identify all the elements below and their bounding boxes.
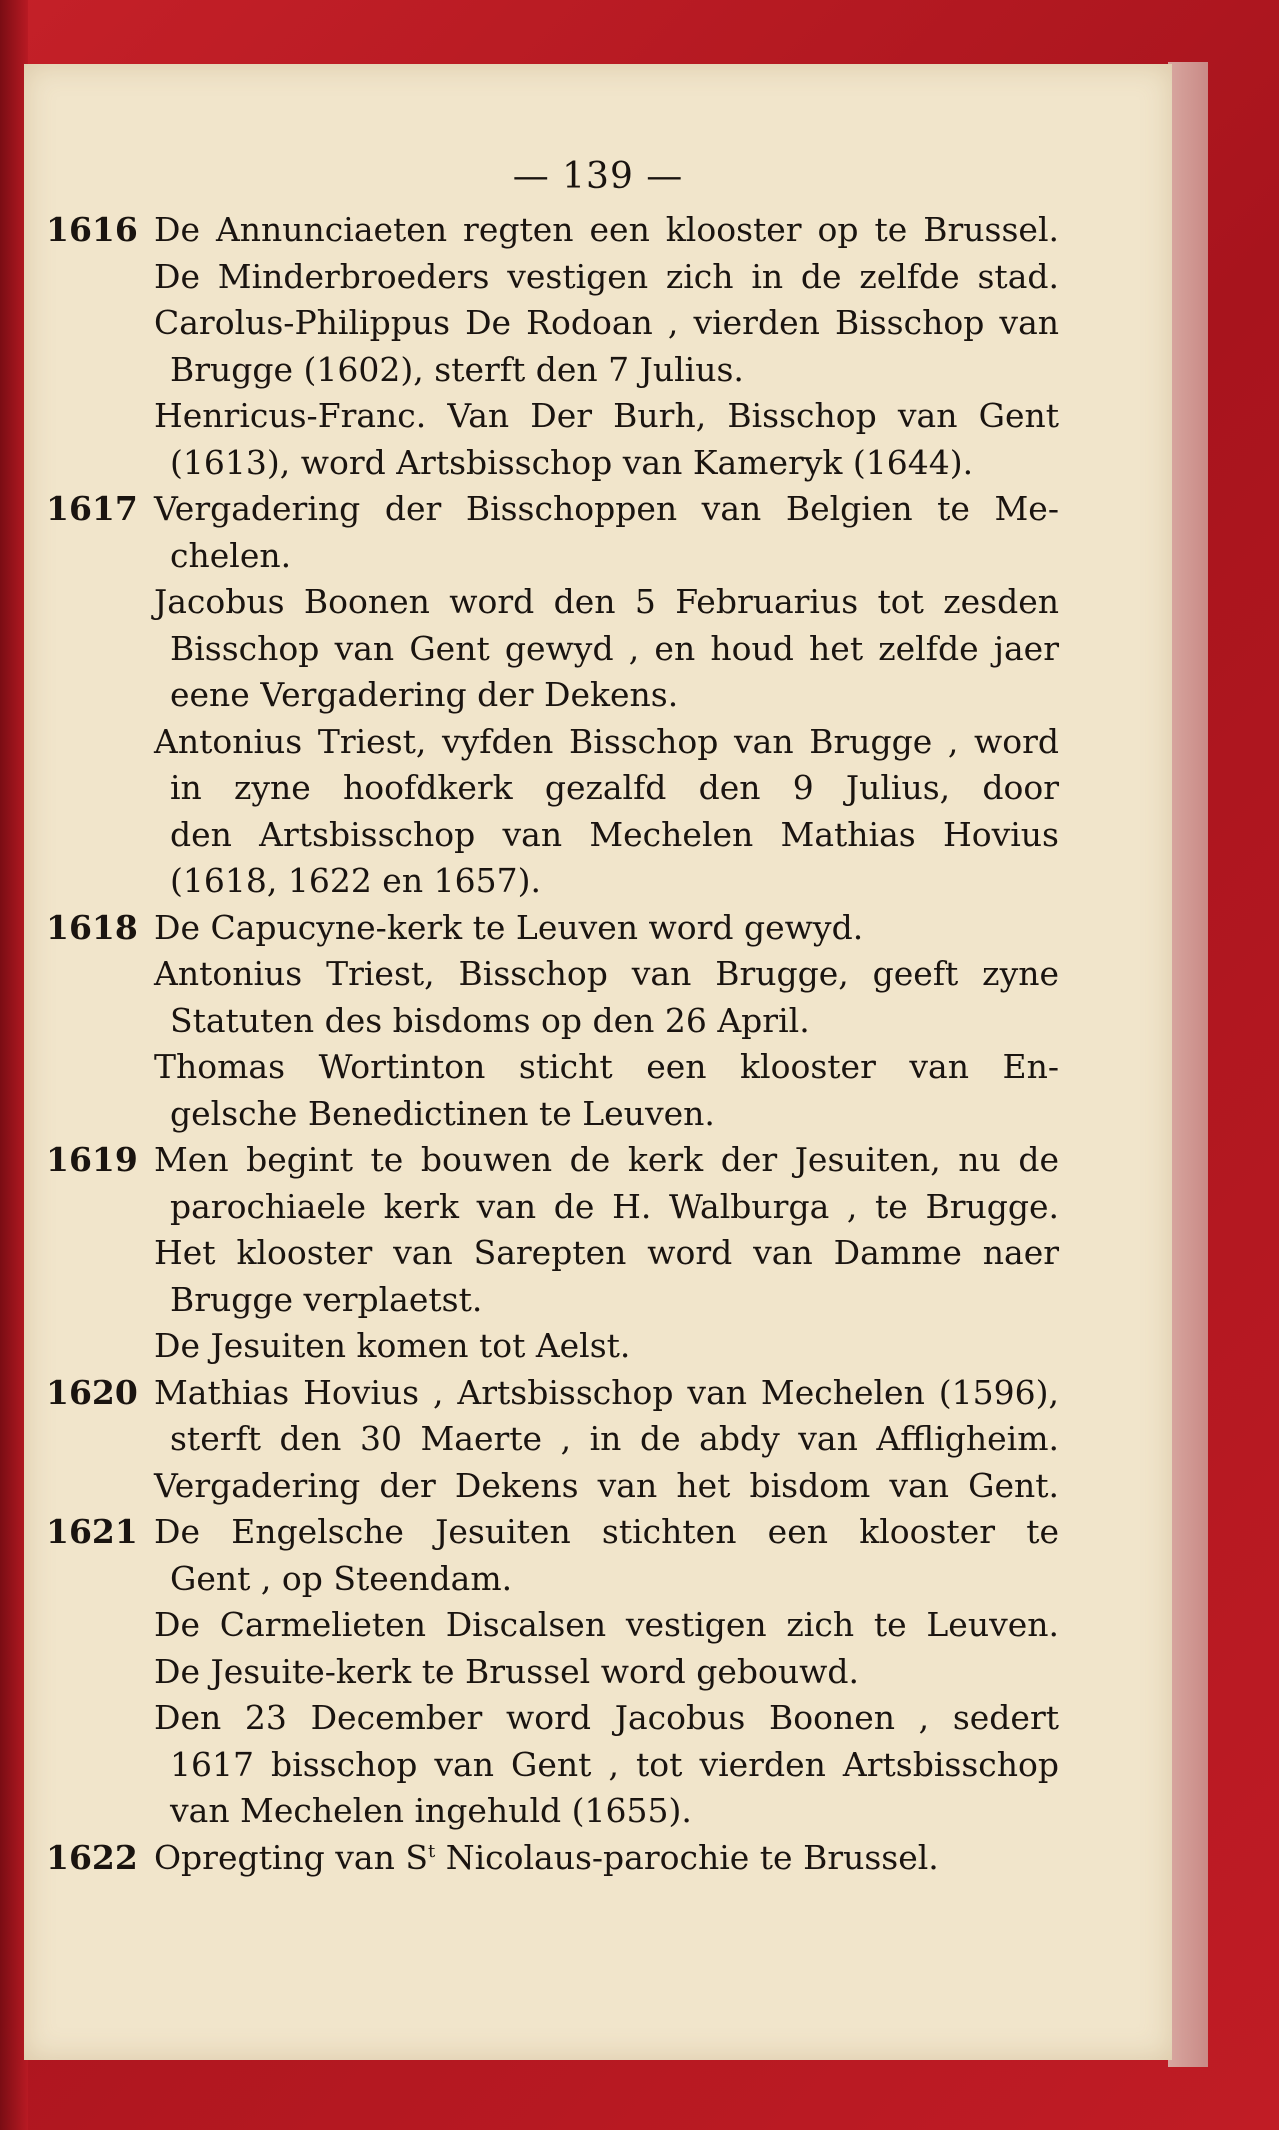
entry-text: (1618, 1622 en 1657). — [170, 861, 541, 900]
chronicle-line — [24, 764, 1172, 811]
chronicle-line — [24, 532, 1172, 579]
entry-text: van Mechelen ingehuld (1655). — [170, 1791, 692, 1830]
chronicle-line — [24, 1415, 1172, 1462]
chronicle-line — [24, 625, 1172, 672]
chronicle-line — [24, 1276, 1172, 1323]
entry-text: Thomas Wortinton sticht een klooster van En- — [154, 1047, 1059, 1086]
chronicle-line — [24, 299, 1172, 346]
chronicle-line — [24, 1787, 1172, 1834]
chronicle-line — [24, 392, 1172, 439]
chronicle-line — [24, 346, 1172, 393]
entry-text: Antonius Triest, Bisschop van Brugge, geeft zyne — [154, 954, 1059, 993]
chronicle-line — [24, 811, 1172, 858]
entry-text: eene Vergadering der Dekens. — [170, 675, 679, 714]
chronicle-line — [24, 1322, 1172, 1369]
chronicle-line — [24, 1369, 1172, 1416]
entry-text: De Capucyne-kerk te Leuven word gewyd. — [154, 907, 864, 947]
year-label: 1617 — [46, 489, 138, 528]
entry-text: gelsche Benedictinen te Leuven. — [170, 1093, 715, 1133]
entry-text-part: Nicolaus-parochie te Brussel. — [435, 1837, 939, 1877]
entry-text: (1613), word Artsbisschop van Kameryk (1644). — [170, 442, 974, 482]
year-label: 1621 — [46, 1512, 138, 1551]
entry-text: De Minderbroeders vestigen zich in de zelfde stad. — [154, 256, 1059, 296]
entry-text: De Jesuite-kerk te Brussel word gebouwd. — [154, 1651, 859, 1691]
page-stack-edge — [1168, 62, 1208, 2067]
chronicle-line — [24, 578, 1172, 625]
year-label: 1622 — [46, 1837, 138, 1877]
entry-text: Den 23 December word Jacobus Boonen , sedert — [154, 1698, 1059, 1737]
entry-text: De Carmelieten Discalsen vestigen zich te Leuven. — [154, 1605, 1059, 1644]
chronicle-line — [24, 904, 1172, 951]
chronicle-line — [24, 1601, 1172, 1648]
year-label: 1620 — [46, 1372, 138, 1412]
page-number: — 139 — — [512, 156, 684, 197]
chronicle-line — [24, 1508, 1172, 1555]
chronicle-line — [24, 1183, 1172, 1230]
chronicle-line — [24, 671, 1172, 718]
entry-text: chelen. — [170, 535, 292, 575]
entry-text: Henricus-Franc. Van Der Burh, Bisschop van Gent — [154, 396, 1059, 435]
entry-text: Mathias Hovius , Artsbisschop van Mechelen (1596), — [154, 1372, 1059, 1412]
chronicle-line — [24, 718, 1172, 765]
entry-text: sterft den 30 Maerte , in de abdy van Affligheim. — [170, 1419, 1059, 1458]
chronicle-line — [24, 997, 1172, 1044]
chronicle-line — [24, 1694, 1172, 1741]
chronicle-line — [24, 1741, 1172, 1788]
chronicle-line — [24, 857, 1172, 904]
entry-text: Vergadering der Dekens van het bisdom van Gent. — [154, 1465, 1059, 1505]
year-label: 1618 — [46, 907, 138, 947]
chronicle-line — [24, 1834, 1172, 1881]
chronicle-line — [24, 1090, 1172, 1137]
chronicle-line — [24, 1462, 1172, 1509]
chronicle-line — [24, 253, 1172, 300]
entry-text: Brugge verplaetst. — [170, 1279, 483, 1319]
entry-text: De Engelsche Jesuiten stichten een klooster te — [154, 1512, 1059, 1551]
entry-text: den Artsbisschop van Mechelen Mathias Hovius — [170, 814, 1059, 854]
superscript: t — [427, 1840, 436, 1862]
entry-text: De Jesuiten komen tot Aelst. — [154, 1326, 631, 1365]
entry-text: Bisschop van Gent gewyd , en houd het zelfde jaer — [170, 628, 1059, 668]
chronicle-line — [24, 1229, 1172, 1276]
entry-text: Men begint te bouwen de kerk der Jesuiten, nu de — [154, 1140, 1059, 1179]
chronicle-line — [24, 950, 1172, 997]
entry-text-part: Opregting van S — [154, 1837, 428, 1877]
entry-text — [154, 1834, 1059, 1881]
chronicle-line — [24, 1555, 1172, 1602]
year-label: 1619 — [46, 1140, 138, 1179]
entry-text: Jacobus Boonen word den 5 Februarius tot zesden — [154, 582, 1059, 621]
chronicle-line — [24, 1648, 1172, 1695]
entry-text: De Annunciaeten regten een klooster op te Brussel. — [154, 210, 1059, 249]
chronicle-line — [24, 1136, 1172, 1183]
entry-text: Gent , op Steendam. — [170, 1558, 513, 1598]
entry-text: in zyne hoofdkerk gezalfd den 9 Julius, door — [170, 768, 1059, 807]
entry-text: Carolus-Philippus De Rodoan , vierden Bisschop van — [154, 303, 1059, 342]
book-page — [24, 64, 1172, 2060]
entry-text: parochiaele kerk van de H. Walburga , te Brugge. — [170, 1186, 1059, 1226]
entry-text: 1617 bisschop van Gent , tot vierden Artsbisschop — [170, 1744, 1059, 1784]
entry-text: Vergadering der Bisschoppen van Belgien te Me- — [154, 489, 1059, 528]
chronicle-line — [24, 1043, 1172, 1090]
year-label: 1616 — [46, 210, 138, 249]
chronicle-line — [24, 206, 1172, 253]
entry-text: Antonius Triest, vyfden Bisschop van Brugge , word — [154, 721, 1059, 761]
chronicle-line — [24, 485, 1172, 532]
chronicle-line — [24, 439, 1172, 486]
entry-text: Statuten des bisdoms op den 26 April. — [170, 1000, 810, 1040]
entry-text: Het klooster van Sarepten word van Damme naer — [154, 1233, 1059, 1272]
entry-text: Brugge (1602), sterft den 7 Julius. — [170, 349, 744, 389]
